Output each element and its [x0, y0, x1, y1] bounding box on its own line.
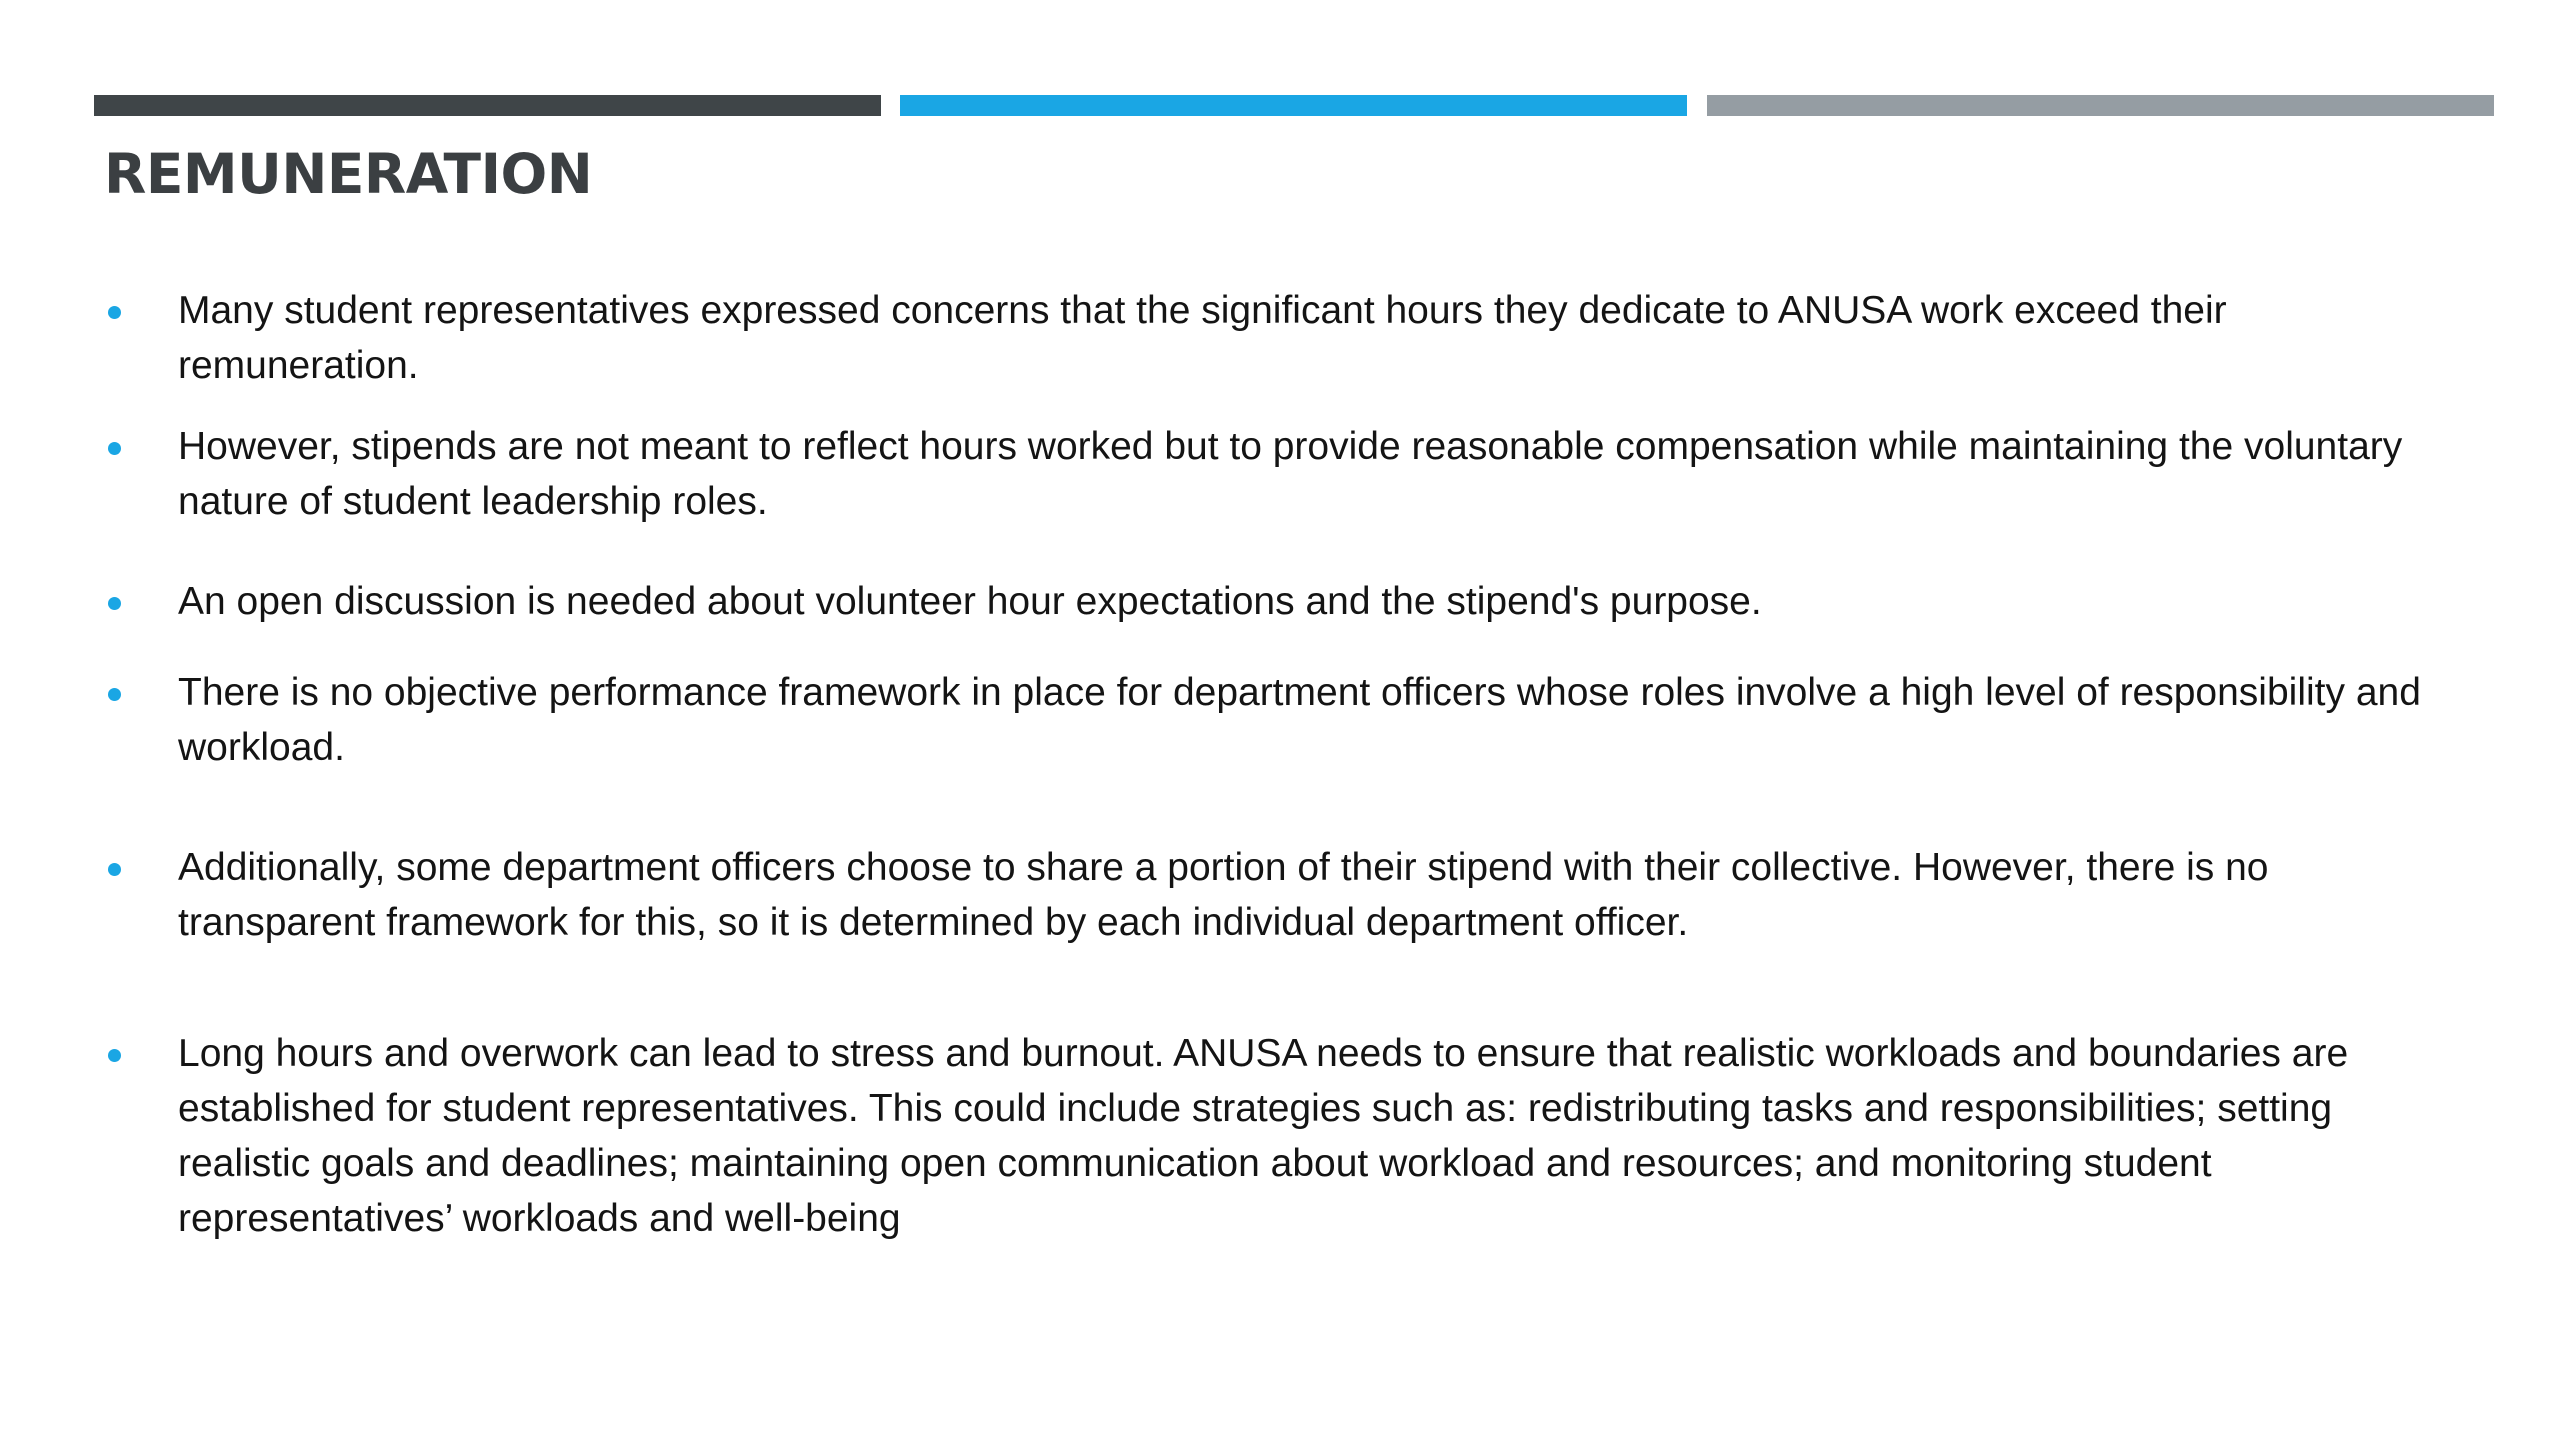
- bullet-dot-icon: [108, 597, 121, 610]
- bullet-text: However, stipends are not meant to reflect hours worked but to provide reasonable compensation while maintaining the voluntary nature of student leadership roles.: [178, 425, 2403, 523]
- bullet-dot-icon: [108, 688, 121, 701]
- bullet-dot-icon: [108, 863, 121, 876]
- bullet-text: An open discussion is needed about volunteer hour expectations and the stipend's purpose.: [178, 580, 1762, 623]
- bullet-dot-icon: [108, 306, 121, 319]
- bullet-text: Long hours and overwork can lead to stress and burnout. ANUSA needs to ensure that realistic workloads and boundaries are established for student representatives. This could include strategies such as: redistributing tasks and responsibilities; setting realistic goals and deadlines; maintaining open communication about workload and resources; and monitoring student representatives’ workloads and well-being: [178, 1032, 2349, 1240]
- bullet-text: Additionally, some department officers choose to share a portion of their stipend with their collective. However, there is no transparent framework for this, so it is determined by each individual department officer.: [178, 846, 2269, 944]
- slide-title: REMUNERATION: [104, 142, 593, 206]
- bullet-text: Many student representatives expressed concerns that the significant hours they dedicate to ANUSA work exceed their remuneration.: [178, 289, 2227, 387]
- bullet-dot-icon: [108, 1049, 121, 1062]
- bullet-dot-icon: [108, 442, 121, 455]
- bullet-text: There is no objective performance framework in place for department officers whose roles involve a high level of responsibility and workload.: [178, 671, 2421, 769]
